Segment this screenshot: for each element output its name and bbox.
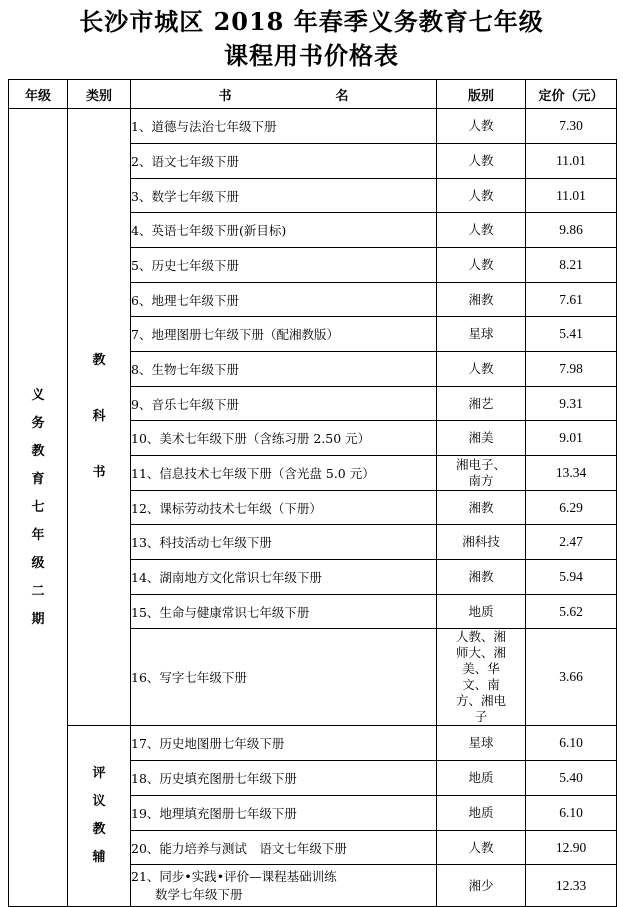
grade-cell (9, 109, 68, 907)
edition-text: 人教 (468, 839, 494, 855)
table-row (9, 109, 617, 144)
category-label: 评议教辅 (92, 766, 106, 865)
page-title-line2: 课程用书价格表 (224, 41, 399, 70)
book-name-cell: 3、数学七年级下册 (131, 179, 437, 213)
price-cell: 5.62 (526, 595, 617, 629)
edition-cell (437, 144, 526, 179)
book-name-cell: 19、地理填充图册七年级下册 (131, 796, 437, 831)
book-name-cell: 1、道德与法治七年级下册 (131, 109, 437, 144)
edition-cell (437, 560, 526, 595)
price-cell: 5.41 (526, 317, 617, 352)
table-body (9, 109, 617, 907)
edition-cell (437, 761, 526, 796)
table-row (9, 726, 617, 761)
edition-cell (437, 109, 526, 144)
edition-cell (437, 491, 526, 525)
edition-text: 湘电子、南方 (455, 457, 506, 488)
edition-text: 地质 (468, 603, 494, 619)
edition-text: 湘教 (468, 569, 494, 584)
edition-cell (437, 865, 526, 907)
header-category: 类别 (68, 80, 131, 109)
edition-cell (437, 595, 526, 629)
edition-cell (437, 387, 526, 421)
book-name-cell: 18、历史填充图册七年级下册 (131, 761, 437, 796)
book-name-cell: 9、音乐七年级下册 (131, 387, 437, 421)
book-name-cell: 16、写字七年级下册 (131, 629, 437, 726)
book-name-cell: 5、历史七年级下册 (131, 248, 437, 283)
category-label: 教科书 (92, 353, 106, 480)
edition-cell (437, 317, 526, 352)
book-name-cell: 6、地理七年级下册 (131, 283, 437, 317)
book-name-cell: 12、课标劳动技术七年级（下册） (131, 491, 437, 525)
price-cell: 6.10 (526, 726, 617, 761)
price-cell: 5.94 (526, 560, 617, 595)
edition-text: 地质 (468, 805, 494, 820)
edition-cell (437, 248, 526, 283)
price-cell: 9.31 (526, 387, 617, 421)
price-cell: 8.21 (526, 248, 617, 283)
edition-cell (437, 629, 526, 726)
price-cell: 6.29 (526, 491, 617, 525)
header-book-name: 书 名 (131, 80, 437, 109)
page-title-line1: 长沙市城区 2018 年春季义务教育七年级 (79, 7, 544, 36)
book-name-cell: 15、生命与健康常识七年级下册 (131, 595, 437, 629)
book-name-cell (131, 865, 437, 907)
header-edition: 版别 (437, 80, 526, 109)
price-cell: 5.40 (526, 761, 617, 796)
edition-text: 星球 (468, 326, 494, 341)
price-cell: 12.90 (526, 831, 617, 865)
edition-text: 人教 (468, 118, 494, 133)
header-grade: 年级 (9, 80, 68, 109)
header-row (9, 80, 617, 109)
book-name-cell: 4、英语七年级下册(新目标) (131, 213, 437, 248)
edition-text: 人教 (468, 222, 494, 237)
edition-cell (437, 283, 526, 317)
edition-text: 人教 (468, 187, 494, 203)
edition-cell (437, 421, 526, 456)
category-cell (68, 726, 131, 907)
book-name-cell: 7、地理图册七年级下册（配湘教版） (131, 317, 437, 352)
edition-cell (437, 213, 526, 248)
book-name-cell: 8、生物七年级下册 (131, 352, 437, 387)
category-cell (68, 109, 131, 726)
edition-text: 地质 (468, 770, 494, 785)
edition-text: 湘教 (468, 291, 494, 307)
book-name-cell: 14、湖南地方文化常识七年级下册 (131, 560, 437, 595)
price-cell: 7.30 (526, 109, 617, 144)
price-cell: 11.01 (526, 179, 617, 213)
book-name-cell: 20、能力培养与测试 语文七年级下册 (131, 831, 437, 865)
edition-cell (437, 179, 526, 213)
edition-cell (437, 831, 526, 865)
grade-label: 义务教育七年级二期 (31, 387, 45, 627)
edition-text: 湘艺 (468, 395, 494, 411)
price-cell: 7.98 (526, 352, 617, 387)
header-price: 定价（元） (526, 80, 617, 109)
edition-text: 人教 (468, 257, 494, 272)
edition-cell (437, 796, 526, 831)
price-cell: 13.34 (526, 456, 617, 491)
book-name-cell: 10、美术七年级下册（含练习册 2.50 元） (131, 421, 437, 456)
edition-text: 湘科技 (462, 534, 500, 549)
edition-text: 人教 (468, 361, 494, 376)
price-cell: 11.01 (526, 144, 617, 179)
edition-text: 人教、湘师大、湘美、华文、南方、湘电子 (455, 629, 506, 724)
price-cell: 12.33 (526, 865, 617, 907)
book-name-line2: 数学七年级下册 (155, 886, 243, 902)
price-cell: 9.86 (526, 213, 617, 248)
price-cell: 7.61 (526, 283, 617, 317)
edition-text: 湘美 (468, 430, 494, 445)
book-name-line1: 21、同步•实践•评价—课程基础训练 (131, 868, 337, 884)
price-cell: 9.01 (526, 421, 617, 456)
book-name-cell: 2、语文七年级下册 (131, 144, 437, 179)
price-cell: 3.66 (526, 629, 617, 726)
edition-text: 湘教 (468, 499, 494, 515)
price-cell: 6.10 (526, 796, 617, 831)
book-name-cell: 13、科技活动七年级下册 (131, 525, 437, 560)
edition-cell (437, 352, 526, 387)
book-name-cell: 11、信息技术七年级下册（含光盘 5.0 元） (131, 456, 437, 491)
book-name-cell: 17、历史地图册七年级下册 (131, 726, 437, 761)
price-table (8, 79, 617, 907)
edition-cell (437, 726, 526, 761)
edition-text: 湘少 (468, 877, 494, 893)
edition-cell (437, 456, 526, 491)
price-cell: 2.47 (526, 525, 617, 560)
edition-text: 星球 (468, 735, 494, 750)
edition-text: 人教 (468, 153, 494, 168)
edition-cell (437, 525, 526, 560)
